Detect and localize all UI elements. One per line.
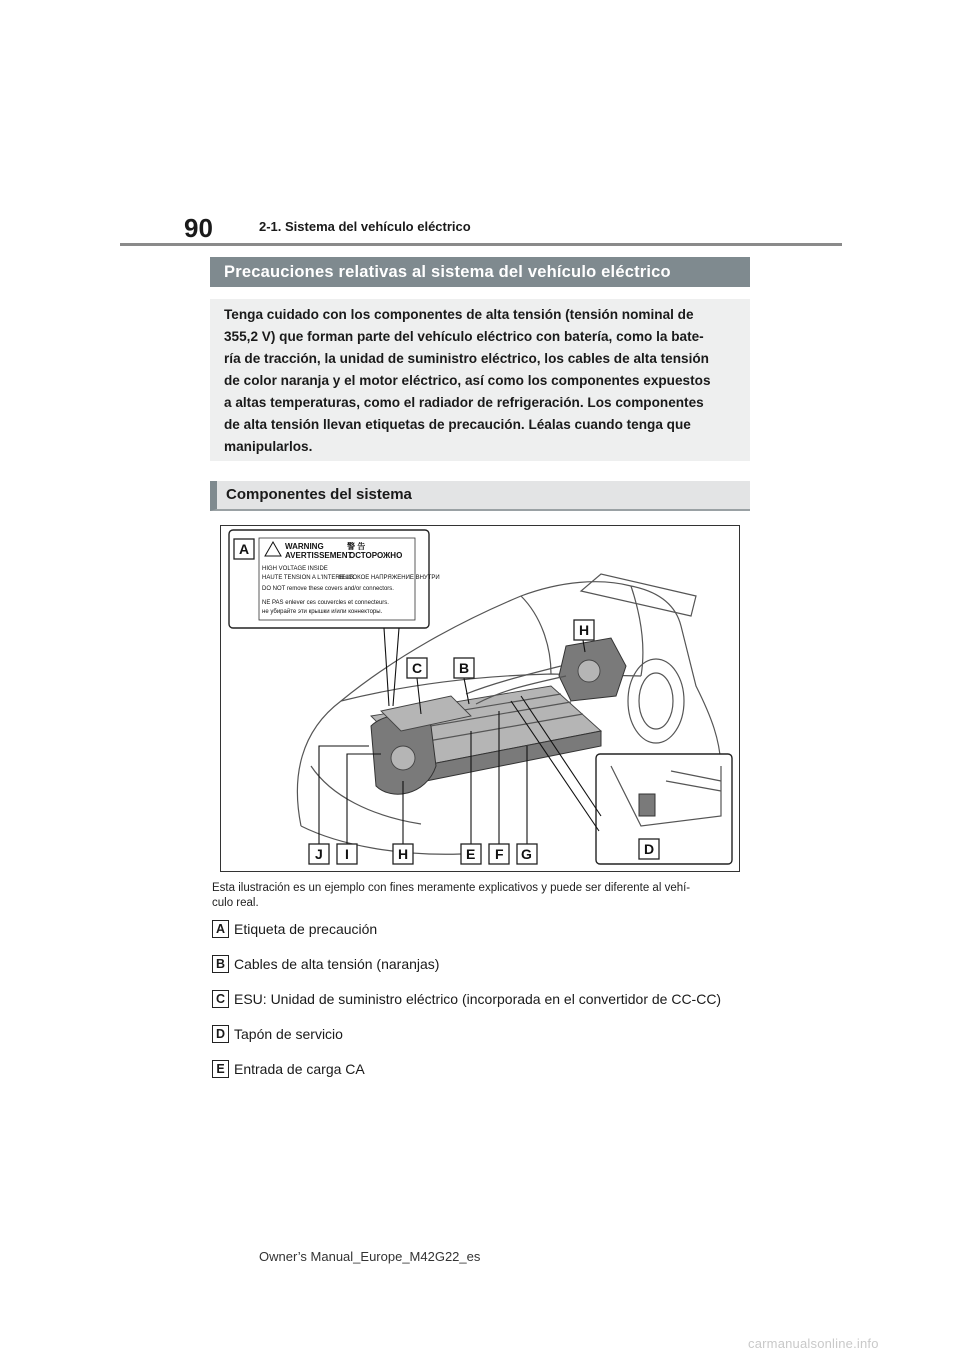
callout-J <box>309 844 329 864</box>
svg-text:H: H <box>579 622 590 638</box>
intro-line: Tenga cuidado con los componentes de alta tensión (tensión nominal de <box>224 307 694 322</box>
callout-D <box>639 839 659 859</box>
legend-letter: E <box>212 1060 229 1078</box>
callout-E <box>461 844 481 864</box>
legend-text: Entrada de carga CA <box>234 1061 365 1077</box>
callout-H-bottom <box>393 844 413 864</box>
legend-letter: D <box>212 1025 229 1043</box>
warning-label-inset <box>229 530 440 706</box>
warning-label-line: WARNING <box>285 542 324 551</box>
page-footer: Owner’s Manual_Europe_M42G22_es <box>259 1249 481 1264</box>
intro-line: ría de tracción, la unidad de suministro eléctrico, los cables de alta tensión <box>224 351 709 366</box>
intro-line: de color naranja y el motor eléctrico, así como los componentes expuestos <box>224 373 711 388</box>
warning-label-line: DO NOT remove these covers and/or connectors. <box>262 586 394 592</box>
caption-line: culo real. <box>212 897 259 909</box>
section-reference: 2-1. Sistema del vehículo eléctrico <box>259 219 471 234</box>
intro-line: a altas temperaturas, como el radiador de refrigeración. Los componentes <box>224 395 704 410</box>
svg-text:J: J <box>315 846 323 862</box>
callout-A <box>234 539 254 559</box>
rear-motor-unit <box>559 638 626 701</box>
svg-text:B: B <box>459 660 470 676</box>
legend-text: Cables de alta tensión (naranjas) <box>234 956 440 972</box>
legend-text: ESU: Unidad de suministro eléctrico (incorporada en el convertidor de CC-CC) <box>234 991 722 1007</box>
warning-label-line: HIGH VOLTAGE INSIDE <box>262 566 328 572</box>
legend-letter: A <box>212 920 229 938</box>
callout-F <box>489 844 509 864</box>
figure-caption <box>212 881 752 911</box>
svg-text:A: A <box>239 541 250 557</box>
legend-letter: C <box>212 990 229 1008</box>
svg-text:E: E <box>466 846 476 862</box>
warning-label-line: HAUTE TENSION A L'INTERIEUR <box>262 575 355 581</box>
section-title: Precauciones relativas al sistema del vehículo eléctrico <box>210 257 750 287</box>
callout-I <box>337 844 357 864</box>
intro-line: 355,2 V) que forman parte del vehículo eléctrico con batería, como la bate- <box>224 329 704 344</box>
svg-text:H: H <box>398 846 409 862</box>
caption-line: Esta ilustración es un ejemplo con fines meramente explicativos y puede ser diferente al vehí- <box>212 882 691 894</box>
warning-label-line: ОСТОРОЖНО <box>349 551 403 560</box>
header-rule <box>120 243 842 246</box>
legend-letter: B <box>212 955 229 973</box>
intro-line: de alta tensión llevan etiquetas de precaución. Léalas cuando tenga que <box>224 417 691 432</box>
page-number: 90 <box>184 213 213 243</box>
svg-text:G: G <box>521 846 532 862</box>
legend-item <box>212 990 721 1008</box>
legend-text: Etiqueta de precaución <box>234 921 378 937</box>
callout-H-top <box>574 620 594 640</box>
legend-text: Tapón de servicio <box>234 1026 343 1042</box>
intro-line: manipularlos. <box>224 439 313 454</box>
callout-C <box>407 658 427 678</box>
callout-G <box>517 844 537 864</box>
vehicle-diagram <box>221 526 739 871</box>
svg-text:F: F <box>495 846 504 862</box>
svg-text:C: C <box>412 660 423 676</box>
warning-label-line: не убирайте эти крышки и/или коннекторы. <box>262 609 383 615</box>
warning-label-line: AVERTISSEMENT <box>285 551 353 560</box>
warning-label-line: 警 告 <box>347 542 366 551</box>
intro-paragraph <box>210 299 750 461</box>
legend-item <box>212 1025 343 1043</box>
svg-text:D: D <box>644 841 655 857</box>
watermark: carmanualsonline.info <box>748 1336 879 1351</box>
components-illustration <box>220 525 740 872</box>
svg-text:I: I <box>345 846 349 862</box>
legend-item <box>212 920 377 938</box>
legend-item <box>212 955 439 973</box>
legend-item <box>212 1060 365 1078</box>
callout-B <box>454 658 474 678</box>
warning-label-line: ВЫСОКОЕ НАПРЯЖЕНИЕ ВНУТРИ <box>339 575 440 581</box>
components-heading: Componentes del sistema <box>210 481 750 511</box>
warning-label-line: NE PAS enlever ces couvercles et connecteurs. <box>262 600 389 606</box>
